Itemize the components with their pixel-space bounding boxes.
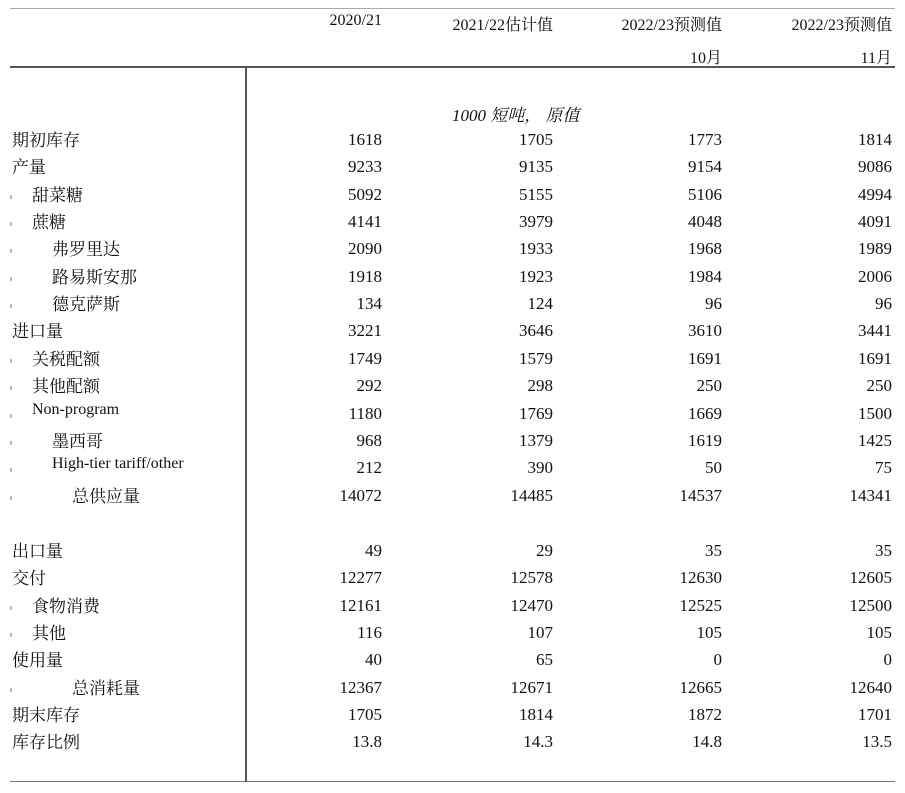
table-row — [0, 454, 905, 481]
row-label: 产量 — [12, 158, 46, 178]
row-marker — [10, 468, 12, 472]
row-marker — [10, 496, 12, 500]
col-header-2022-23-nov: 2022/23预测值 — [791, 17, 892, 34]
row-marker — [10, 222, 12, 226]
row-marker — [10, 633, 12, 637]
row-value: 9086 — [858, 157, 892, 177]
row-value: 1918 — [348, 266, 382, 286]
row-value: 3979 — [519, 212, 553, 232]
row-value: 390 — [527, 458, 553, 478]
table-row — [0, 482, 905, 509]
row-value: 40 — [365, 650, 382, 670]
row-value: 105 — [866, 622, 892, 642]
row-value: 9154 — [688, 157, 722, 177]
row-value: 1500 — [858, 403, 892, 423]
row-value: 212 — [356, 458, 382, 478]
row-value: 96 — [875, 294, 892, 314]
row-value: 5106 — [688, 184, 722, 204]
row-marker — [10, 277, 12, 281]
row-value: 105 — [696, 622, 722, 642]
table-row — [0, 728, 905, 755]
row-value: 1618 — [348, 130, 382, 149]
row-value: 1701 — [858, 704, 892, 724]
row-value: 1923 — [519, 266, 553, 286]
row-value: 3441 — [858, 321, 892, 341]
row-value: 1691 — [858, 348, 892, 368]
row-value: 2006 — [858, 266, 892, 286]
row-value: 12578 — [510, 568, 553, 588]
row-marker — [10, 414, 12, 418]
row-marker — [10, 688, 12, 692]
row-value: 1669 — [688, 403, 722, 423]
row-value: 14.3 — [523, 732, 553, 752]
row-label: 进口量 — [12, 322, 63, 342]
row-value: 35 — [705, 541, 722, 560]
table-row — [0, 263, 905, 290]
table-row — [0, 400, 905, 427]
row-value: 1814 — [519, 704, 553, 724]
row-value: 2090 — [348, 239, 382, 259]
table-row — [0, 619, 905, 646]
row-value: 968 — [356, 430, 382, 450]
row-label: 其他 — [32, 623, 66, 643]
row-value: 3221 — [348, 321, 382, 341]
table-row — [0, 592, 905, 619]
row-value: 5092 — [348, 184, 382, 204]
row-value: 12525 — [679, 595, 722, 615]
row-label: 墨西哥 — [52, 431, 103, 451]
row-value: 14537 — [679, 485, 722, 505]
table-row — [0, 674, 905, 701]
row-label: High-tier tariff/other — [52, 455, 184, 473]
col-header-2022-23-oct: 2022/23预测值 — [621, 17, 722, 34]
row-value: 0 — [713, 650, 722, 670]
row-value: 14072 — [339, 485, 382, 505]
table-row — [0, 646, 905, 673]
table-row — [0, 317, 905, 344]
row-label: 总消耗量 — [72, 678, 140, 698]
table-row — [0, 701, 905, 728]
row-label: 路易斯安那 — [52, 267, 137, 287]
row-label: 甜菜糖 — [32, 185, 83, 205]
row-label: 总供应量 — [72, 486, 140, 506]
table-row — [0, 537, 905, 564]
row-value: 250 — [696, 376, 722, 396]
row-label: 库存比例 — [12, 733, 80, 753]
unit-note: 1000 短吨， 原值 — [452, 106, 580, 125]
row-label: 出口量 — [12, 542, 63, 561]
col-subheader-nov: 11月 — [860, 50, 892, 67]
row-marker — [10, 386, 12, 390]
row-value: 12605 — [849, 568, 892, 588]
row-value: 116 — [357, 622, 382, 642]
row-label: 食物消费 — [32, 596, 100, 616]
col-header-2020-21: 2020/21 — [329, 12, 382, 29]
row-value: 50 — [705, 458, 722, 478]
table-row — [0, 181, 905, 208]
row-value: 4091 — [858, 212, 892, 232]
row-value: 3646 — [519, 321, 553, 341]
row-label: Non-program — [32, 400, 120, 418]
row-value: 1814 — [858, 130, 892, 149]
row-value: 4994 — [858, 184, 892, 204]
row-value: 124 — [527, 294, 553, 314]
row-value: 1619 — [688, 430, 722, 450]
col-header-2021-22: 2021/22估计值 — [452, 17, 553, 34]
row-label: 关税配额 — [32, 349, 100, 369]
row-label: 德克萨斯 — [52, 295, 120, 315]
row-value: 96 — [705, 294, 722, 314]
row-value: 65 — [536, 650, 553, 670]
row-value: 298 — [527, 376, 553, 396]
row-value: 250 — [866, 376, 892, 396]
row-label: 使用量 — [12, 651, 63, 671]
row-value: 35 — [875, 541, 892, 560]
row-value: 12470 — [510, 595, 553, 615]
row-value: 9135 — [519, 157, 553, 177]
row-value: 9233 — [348, 157, 382, 177]
row-label: 期末库存 — [12, 705, 80, 725]
row-value: 12671 — [510, 677, 553, 697]
row-value: 1579 — [519, 348, 553, 368]
row-value: 1180 — [348, 403, 382, 423]
row-marker — [10, 359, 12, 363]
row-value: 12161 — [339, 595, 382, 615]
row-value: 14341 — [849, 485, 892, 505]
table-row — [0, 235, 905, 262]
row-value: 14485 — [510, 485, 553, 505]
row-value: 1933 — [519, 239, 553, 259]
row-value: 5155 — [519, 184, 553, 204]
row-value: 1705 — [519, 130, 553, 149]
table-row — [0, 126, 905, 153]
row-value: 13.8 — [352, 732, 382, 752]
row-value: 14.8 — [692, 732, 722, 752]
row-value: 13.5 — [862, 732, 892, 752]
row-label: 蔗糖 — [32, 213, 66, 233]
row-label: 期初库存 — [12, 131, 80, 150]
row-value: 75 — [875, 458, 892, 478]
table-row — [0, 208, 905, 235]
row-label: 交付 — [12, 569, 46, 589]
row-value: 292 — [356, 376, 382, 396]
row-value: 1705 — [348, 704, 382, 724]
row-value: 1773 — [688, 130, 722, 149]
row-label: 弗罗里达 — [52, 240, 120, 260]
row-value: 1989 — [858, 239, 892, 259]
row-value: 1769 — [519, 403, 553, 423]
row-value: 107 — [527, 622, 553, 642]
row-value: 1968 — [688, 239, 722, 259]
row-value: 1984 — [688, 266, 722, 286]
row-value: 12630 — [679, 568, 722, 588]
table-row — [0, 153, 905, 180]
row-value: 1379 — [519, 430, 553, 450]
row-value: 1691 — [688, 348, 722, 368]
row-value: 49 — [365, 541, 382, 560]
row-value: 12665 — [679, 677, 722, 697]
row-value: 134 — [356, 294, 382, 314]
row-value: 12640 — [849, 677, 892, 697]
table-row — [0, 345, 905, 372]
row-value: 3610 — [688, 321, 722, 341]
table-row — [0, 290, 905, 317]
row-value: 4048 — [688, 212, 722, 232]
row-value: 1872 — [688, 704, 722, 724]
table-row — [0, 564, 905, 591]
row-value: 0 — [883, 650, 892, 670]
row-label: 其他配额 — [32, 377, 100, 397]
col-subheader-oct: 10月 — [689, 50, 722, 67]
row-value: 12277 — [339, 568, 382, 588]
row-marker — [10, 304, 12, 308]
row-value: 12367 — [339, 677, 382, 697]
table-row — [0, 372, 905, 399]
table-row — [0, 427, 905, 454]
row-marker — [10, 249, 12, 253]
row-marker — [10, 195, 12, 199]
row-marker — [10, 441, 12, 445]
row-marker — [10, 606, 12, 610]
row-value: 4141 — [348, 212, 382, 232]
row-value: 29 — [536, 541, 553, 560]
row-value: 1425 — [858, 430, 892, 450]
row-value: 12500 — [849, 595, 892, 615]
row-value: 1749 — [348, 348, 382, 368]
